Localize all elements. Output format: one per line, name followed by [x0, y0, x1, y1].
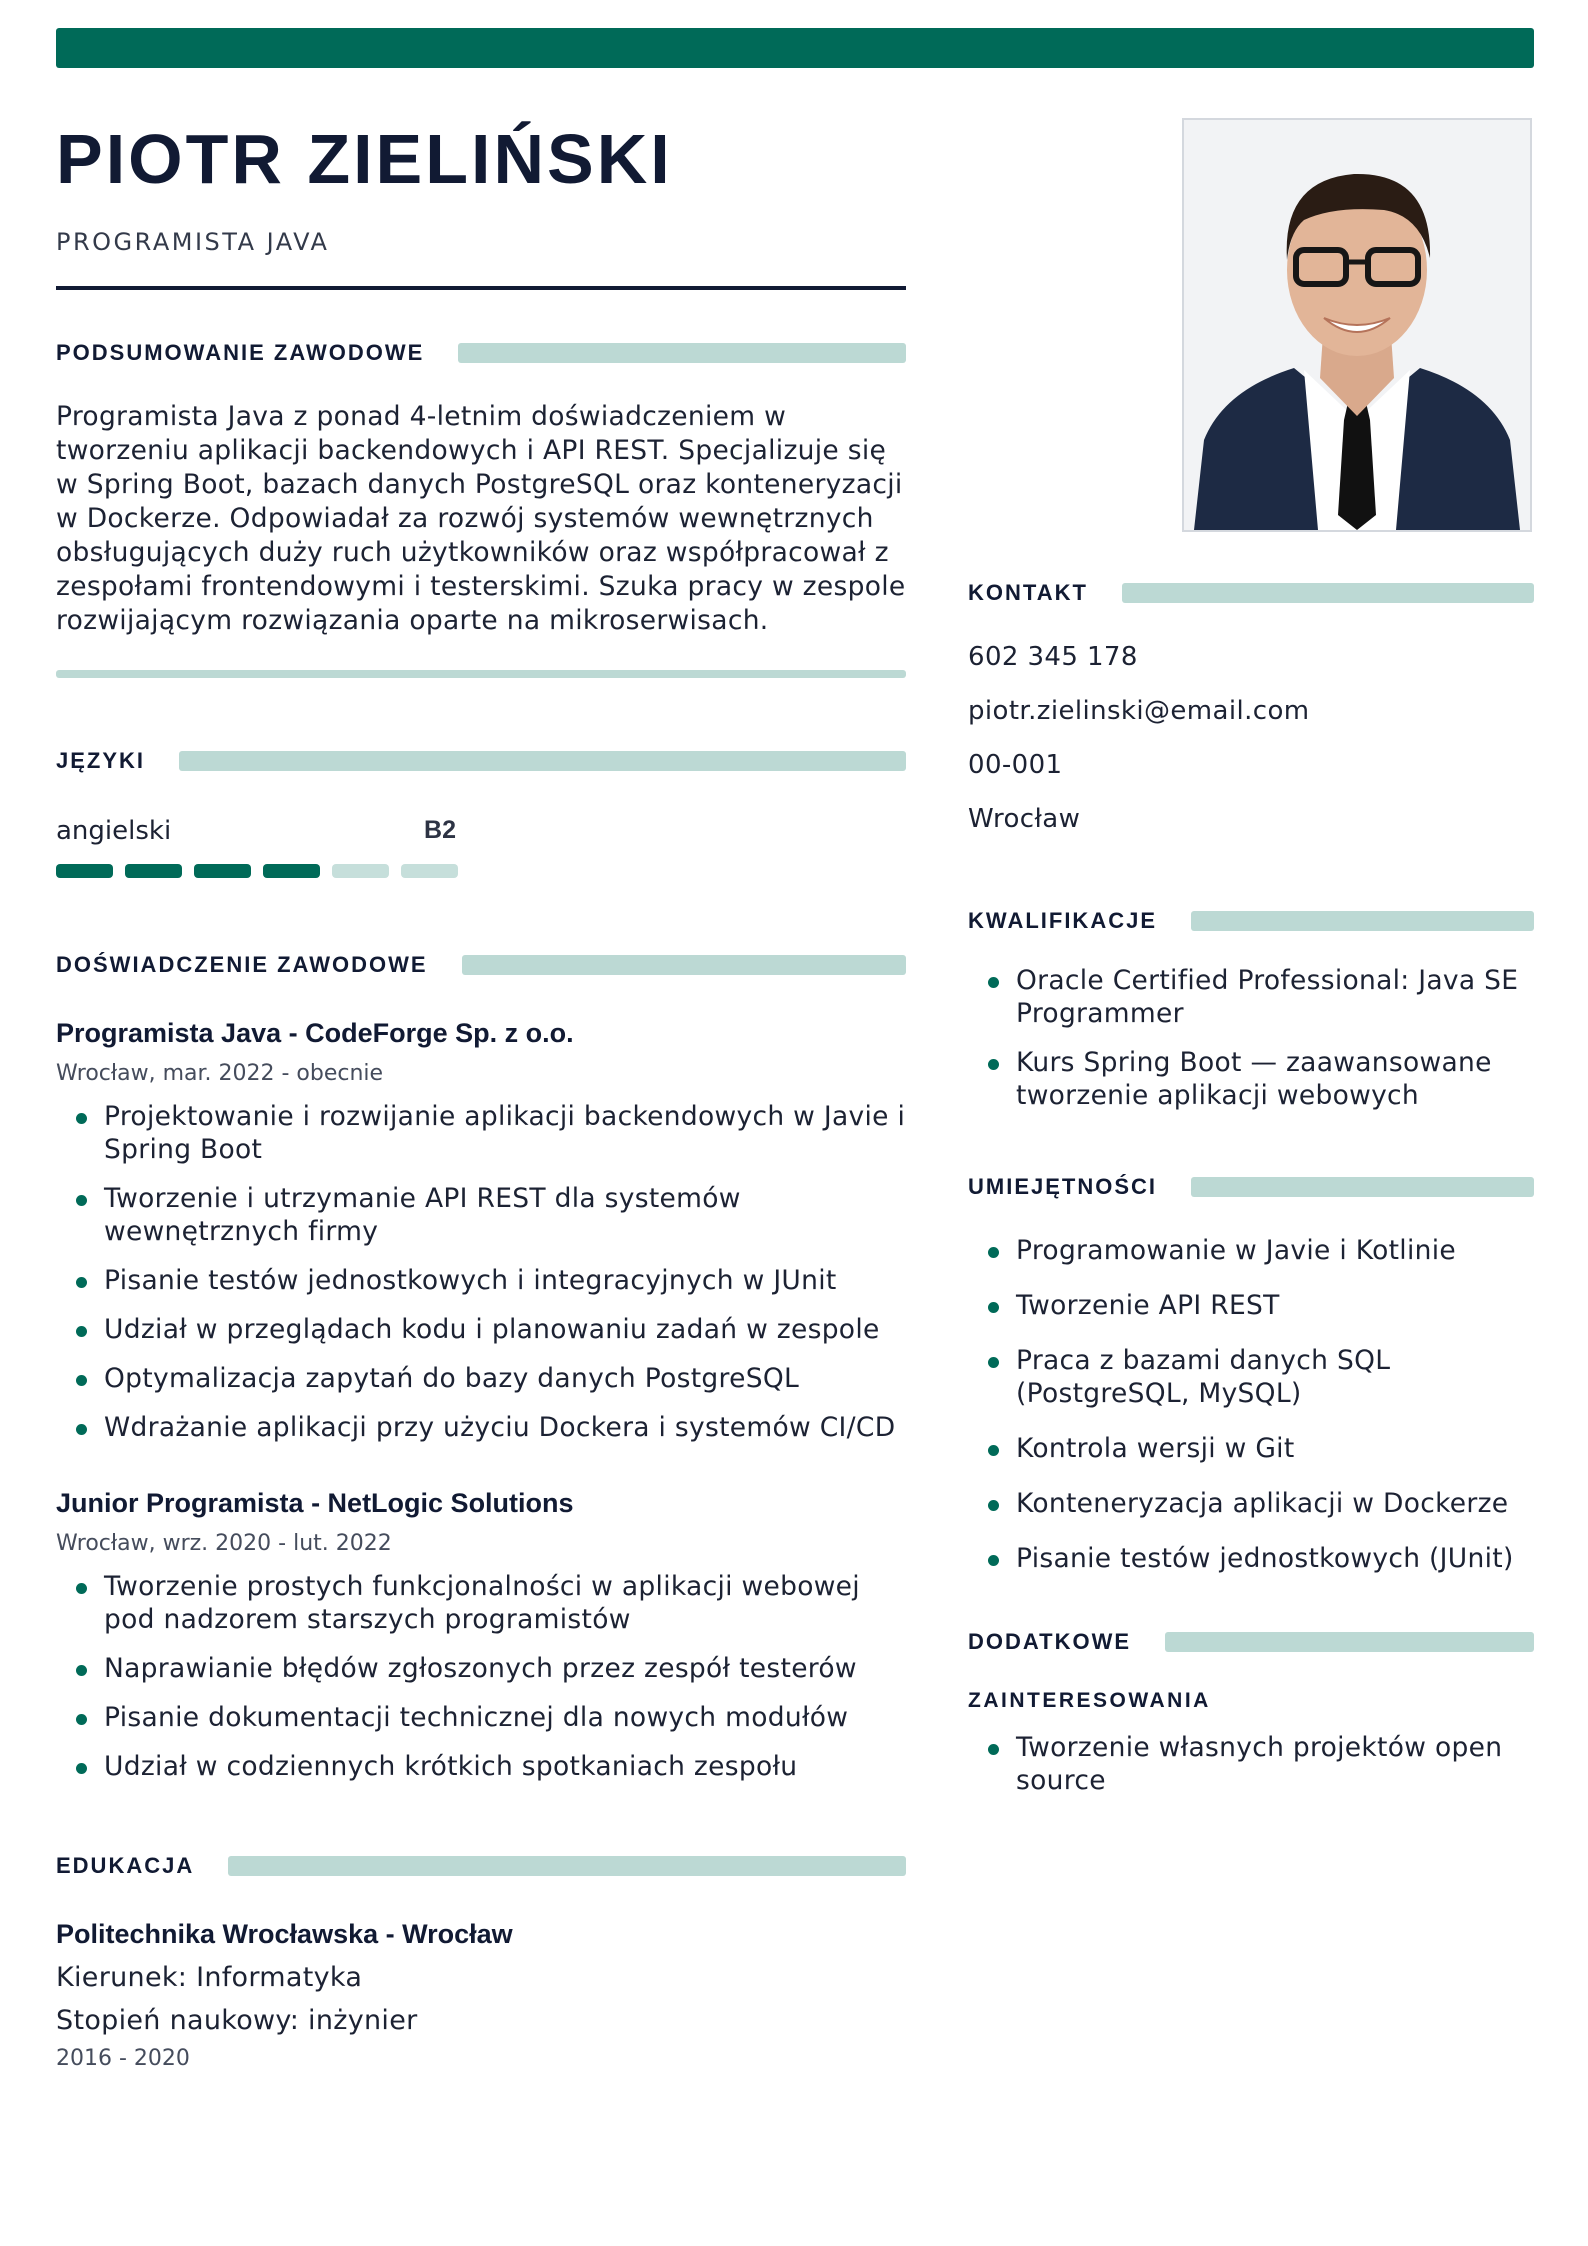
list-item: Konteneryzacja aplikacji w Dockerze	[968, 1487, 1534, 1520]
language-level: B2	[424, 816, 456, 844]
job-title: Junior Programista - NetLogic Solutions	[56, 1488, 574, 1518]
education-school: Politechnika Wrocławska - Wrocław	[56, 1919, 513, 1949]
list-item: Optymalizacja zapytań do bazy danych PostgreSQL	[56, 1362, 906, 1395]
experience-heading: DOŚWIADCZENIE ZAWODOWE	[56, 952, 906, 978]
level-dot-empty	[332, 864, 389, 878]
skills-heading: UMIEJĘTNOŚCI	[968, 1174, 1534, 1200]
education-entry	[56, 1919, 906, 2071]
education-heading: EDUKACJA	[56, 1853, 906, 1879]
contact-postal: 00-001	[968, 750, 1063, 780]
qualifications-heading: KWALIFIKACJE	[968, 908, 1534, 934]
level-dot-empty	[401, 864, 458, 878]
candidate-name: PIOTR ZIELIŃSKI	[56, 120, 673, 198]
right-column	[968, 580, 1534, 1813]
list-item: Projektowanie i rozwijanie aplikacji backendowych w Javie i Spring Boot	[56, 1100, 906, 1166]
list-item: Oracle Certified Professional: Java SE Programmer	[968, 964, 1534, 1030]
education-years: 2016 - 2020	[56, 2046, 190, 2071]
list-item: Naprawianie błędów zgłoszonych przez zespół testerów	[56, 1652, 906, 1685]
top-accent-bar	[56, 28, 1534, 68]
list-item: Wdrażanie aplikacji przy użyciu Dockera i systemów CI/CD	[56, 1411, 906, 1444]
interests-list	[968, 1731, 1534, 1797]
education-degree: Stopień naukowy: inżynier	[56, 2005, 418, 2036]
list-item: Kontrola wersji w Git	[968, 1432, 1534, 1465]
list-item: Praca z bazami danych SQL (PostgreSQL, MySQL)	[968, 1344, 1534, 1410]
left-column	[56, 120, 906, 2071]
job-title: Programista Java - CodeForge Sp. z o.o.	[56, 1018, 574, 1048]
contact-email: piotr.zielinski@email.com	[968, 696, 1310, 726]
list-item: Programowanie w Javie i Kotlinie	[968, 1234, 1534, 1267]
candidate-title: PROGRAMISTA JAVA	[56, 228, 330, 256]
job-entry	[56, 1018, 906, 1444]
job-meta: Wrocław, wrz. 2020 - lut. 2022	[56, 1531, 392, 1556]
language-item	[56, 816, 456, 846]
job-bullets	[56, 1570, 906, 1783]
person-portrait-icon	[1184, 120, 1530, 530]
education-field: Kierunek: Informatyka	[56, 1962, 363, 1993]
level-dot-filled	[125, 864, 182, 878]
language-name: angielski	[56, 816, 172, 846]
contact-phone: 602 345 178	[968, 642, 1138, 672]
list-item: Tworzenie własnych projektów open source	[968, 1731, 1534, 1797]
job-entry	[56, 1488, 906, 1783]
skills-list	[968, 1234, 1534, 1575]
language-level-dots	[56, 864, 906, 878]
contact-heading: KONTAKT	[968, 580, 1534, 606]
summary-text: Programista Java z ponad 4-letnim doświadczeniem w tworzeniu aplikacji backendowych i API REST. Specjalizuje się w Spring Boot, bazach danych PostgreSQL oraz konteneryzacji w Dockerze. Odpowiadał za rozwój systemów wewnętrznych obsługujących duży ruch użytkowników oraz współpracował z zespołami frontendowymi i testerskimi. Szuka pracy w zespole rozwijającym rozwiązania oparte na mikroserwisach.	[56, 401, 906, 636]
summary-heading: PODSUMOWANIE ZAWODOWE	[56, 340, 906, 366]
contact-city: Wrocław	[968, 804, 1081, 834]
job-bullets	[56, 1100, 906, 1444]
list-item: Pisanie testów jednostkowych i integracyjnych w JUnit	[56, 1264, 906, 1297]
level-dot-filled	[263, 864, 320, 878]
job-meta: Wrocław, mar. 2022 - obecnie	[56, 1061, 384, 1086]
interests-heading: ZAINTERESOWANIA	[968, 1689, 1211, 1712]
level-dot-filled	[194, 864, 251, 878]
list-item: Pisanie dokumentacji technicznej dla nowych modułów	[56, 1701, 906, 1734]
qualifications-list	[968, 964, 1534, 1112]
list-item: Tworzenie i utrzymanie API REST dla systemów wewnętrznych firmy	[56, 1182, 906, 1248]
header-divider	[56, 286, 906, 290]
summary-divider	[56, 670, 906, 678]
list-item: Pisanie testów jednostkowych (JUnit)	[968, 1542, 1534, 1575]
profile-photo	[1182, 118, 1532, 532]
list-item: Udział w przeglądach kodu i planowaniu zadań w zespole	[56, 1313, 906, 1346]
list-item: Tworzenie prostych funkcjonalności w aplikacji webowej pod nadzorem starszych programistów	[56, 1570, 906, 1636]
level-dot-filled	[56, 864, 113, 878]
additional-heading: DODATKOWE	[968, 1629, 1534, 1655]
list-item: Udział w codziennych krótkich spotkaniach zespołu	[56, 1750, 906, 1783]
list-item: Tworzenie API REST	[968, 1289, 1534, 1322]
list-item: Kurs Spring Boot — zaawansowane tworzenie aplikacji webowych	[968, 1046, 1534, 1112]
languages-heading: JĘZYKI	[56, 748, 906, 774]
